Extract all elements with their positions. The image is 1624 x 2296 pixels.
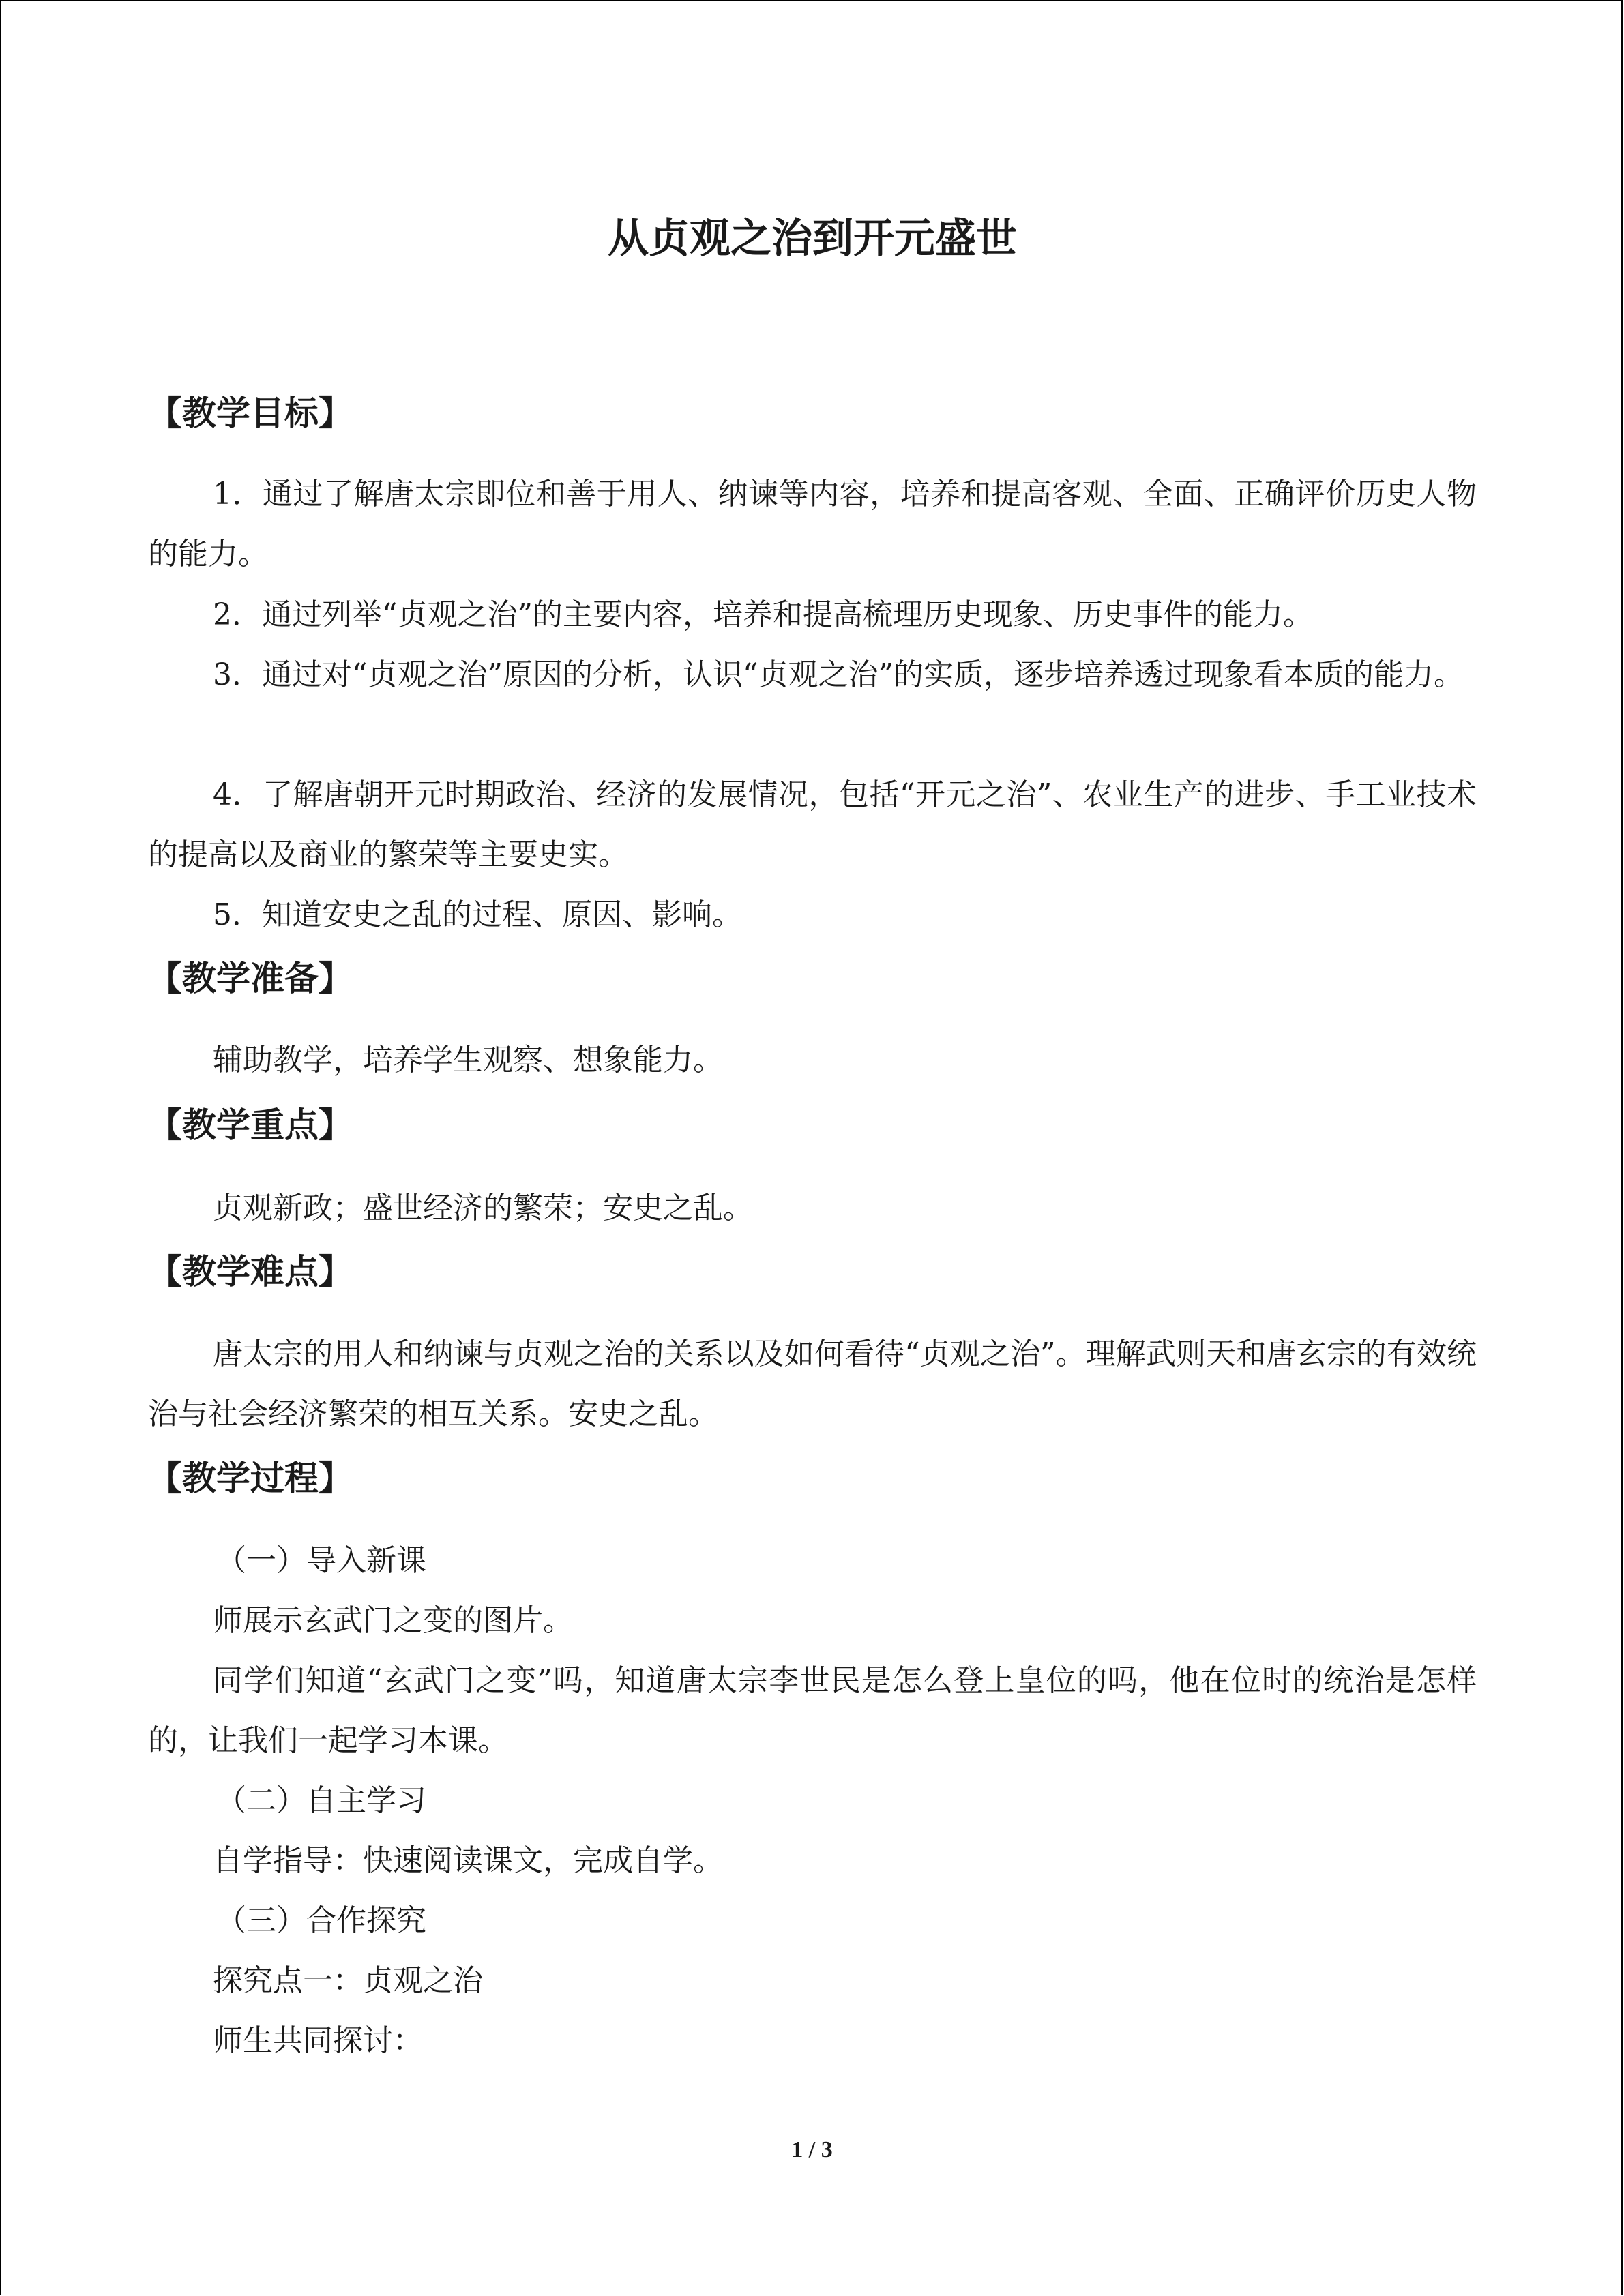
difficulties-text: 唐太宗的用人和纳谏与贞观之治的关系以及如何看待“贞观之治”。理解武则天和唐玄宗的有效统治与社会经济繁荣的相互关系。安史之乱。 (148, 1337, 1477, 1431)
preparation-text: 辅助教学，培养学生观察、想象能力。 (213, 1043, 723, 1077)
section-heading-preparation: 【教学准备】 (148, 959, 353, 998)
process-step-2: （二）自主学习 (216, 1783, 426, 1818)
objective-item-3: 3．通过对“贞观之治”原因的分析，认识“贞观之治”的实质，逐步培养透过现象看本质的能力。 (213, 657, 1464, 692)
section-heading-process: 【教学过程】 (148, 1459, 353, 1498)
objective-item-5: 5．知道安史之乱的过程、原因、影响。 (213, 897, 742, 932)
process-line-5: 自学指导：快速阅读课文，完成自学。 (213, 1843, 723, 1878)
section-heading-difficulties: 【教学难点】 (148, 1252, 353, 1292)
objective-item-1: 1．通过了解唐太宗即位和善于用人、纳谏等内容，培养和提高客观、全面、正确评价历史人物的能力。 (148, 477, 1477, 571)
process-line-8: 师生共同探讨： (213, 2023, 423, 2058)
process-step-3: （三）合作探究 (216, 1903, 426, 1938)
document-title: 从贞观之治到开元盛世 (608, 215, 1017, 263)
objective-item-2: 2．通过列举“贞观之治”的主要内容，培养和提高梳理历史现象、历史事件的能力。 (213, 597, 1313, 632)
process-line-2: 师展示玄武门之变的图片。 (213, 1603, 573, 1638)
objective-item-4: 4．了解唐朝开元时期政治、经济的发展情况，包括“开元之治”、农业生产的进步、手工业技术的提高以及商业的繁荣等主要史实。 (148, 777, 1477, 872)
key-points-text: 贞观新政；盛世经济的繁荣；安史之乱。 (213, 1191, 753, 1225)
page-number: 1 / 3 (791, 2137, 833, 2162)
process-line-3: 同学们知道“玄武门之变”吗，知道唐太宗李世民是怎么登上皇位的吗，他在位时的统治是怎样的，让我们一起学习本课。 (148, 1663, 1477, 1758)
process-line-7: 探究点一：贞观之治 (213, 1963, 483, 1998)
process-step-1: （一）导入新课 (216, 1543, 426, 1578)
section-heading-key-points: 【教学重点】 (148, 1105, 353, 1145)
section-heading-objectives: 【教学目标】 (148, 393, 353, 433)
